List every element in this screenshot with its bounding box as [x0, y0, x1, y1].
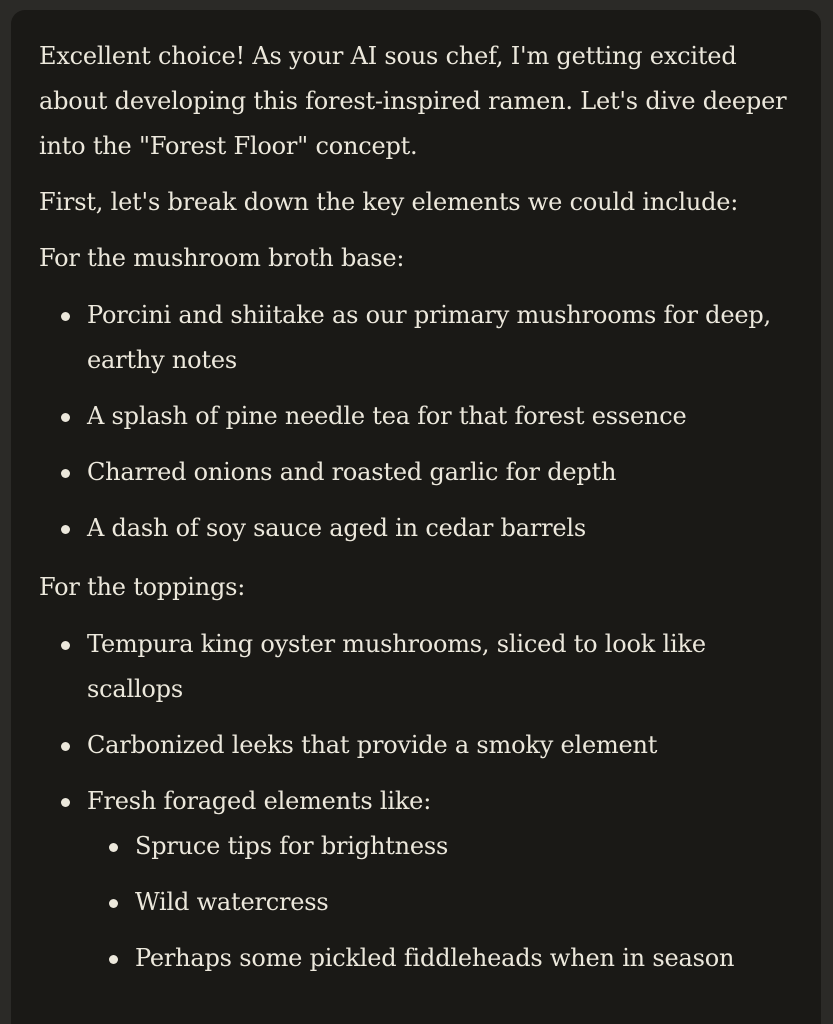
bullet-icon — [61, 525, 70, 534]
list-item — [87, 293, 793, 383]
list-item-text: Perhaps some pickled fiddleheads when in season — [135, 944, 735, 972]
list-item-text: Fresh foraged elements like: — [87, 787, 432, 815]
assistant-message — [11, 10, 821, 1024]
list-item — [87, 723, 793, 768]
toppings-list — [39, 622, 793, 981]
toppings-heading: For the toppings: — [39, 573, 246, 601]
broth-list — [39, 293, 793, 551]
list-item-text: Tempura king oyster mushrooms, sliced to look like scallops — [87, 630, 706, 703]
bullet-icon — [109, 955, 118, 964]
list-item-text: Wild watercress — [135, 888, 329, 916]
list-item-text: A splash of pine needle tea for that forest essence — [87, 402, 687, 430]
list-item-text: Porcini and shiitake as our primary mushrooms for deep, earthy notes — [87, 301, 771, 374]
bullet-icon — [61, 742, 70, 751]
list-item — [87, 622, 793, 712]
list-item-text: Charred onions and roasted garlic for depth — [87, 458, 617, 486]
list-item — [87, 506, 793, 551]
bullet-icon — [61, 413, 70, 422]
list-item-text: Carbonized leeks that provide a smoky element — [87, 731, 658, 759]
list-item — [87, 779, 793, 981]
bullet-icon — [61, 798, 70, 807]
list-item — [135, 936, 793, 981]
list-item — [87, 450, 793, 495]
broth-heading: For the mushroom broth base: — [39, 244, 405, 272]
bullet-icon — [109, 899, 118, 908]
bullet-icon — [61, 312, 70, 321]
list-item — [87, 394, 793, 439]
list-item — [135, 824, 793, 869]
lead-in-paragraph: First, let's break down the key elements we could include: — [39, 188, 739, 216]
list-item — [135, 880, 793, 925]
bullet-icon — [61, 469, 70, 478]
intro-paragraph: Excellent choice! As your AI sous chef, I'm getting excited about developing this forest-inspired ramen. Let's dive deeper into the "Forest Floor" concept. — [39, 42, 787, 160]
list-item-text: A dash of soy sauce aged in cedar barrels — [87, 514, 586, 542]
bullet-icon — [61, 641, 70, 650]
foraged-list — [87, 824, 793, 981]
list-item-text: Spruce tips for brightness — [135, 832, 449, 860]
bullet-icon — [109, 843, 118, 852]
